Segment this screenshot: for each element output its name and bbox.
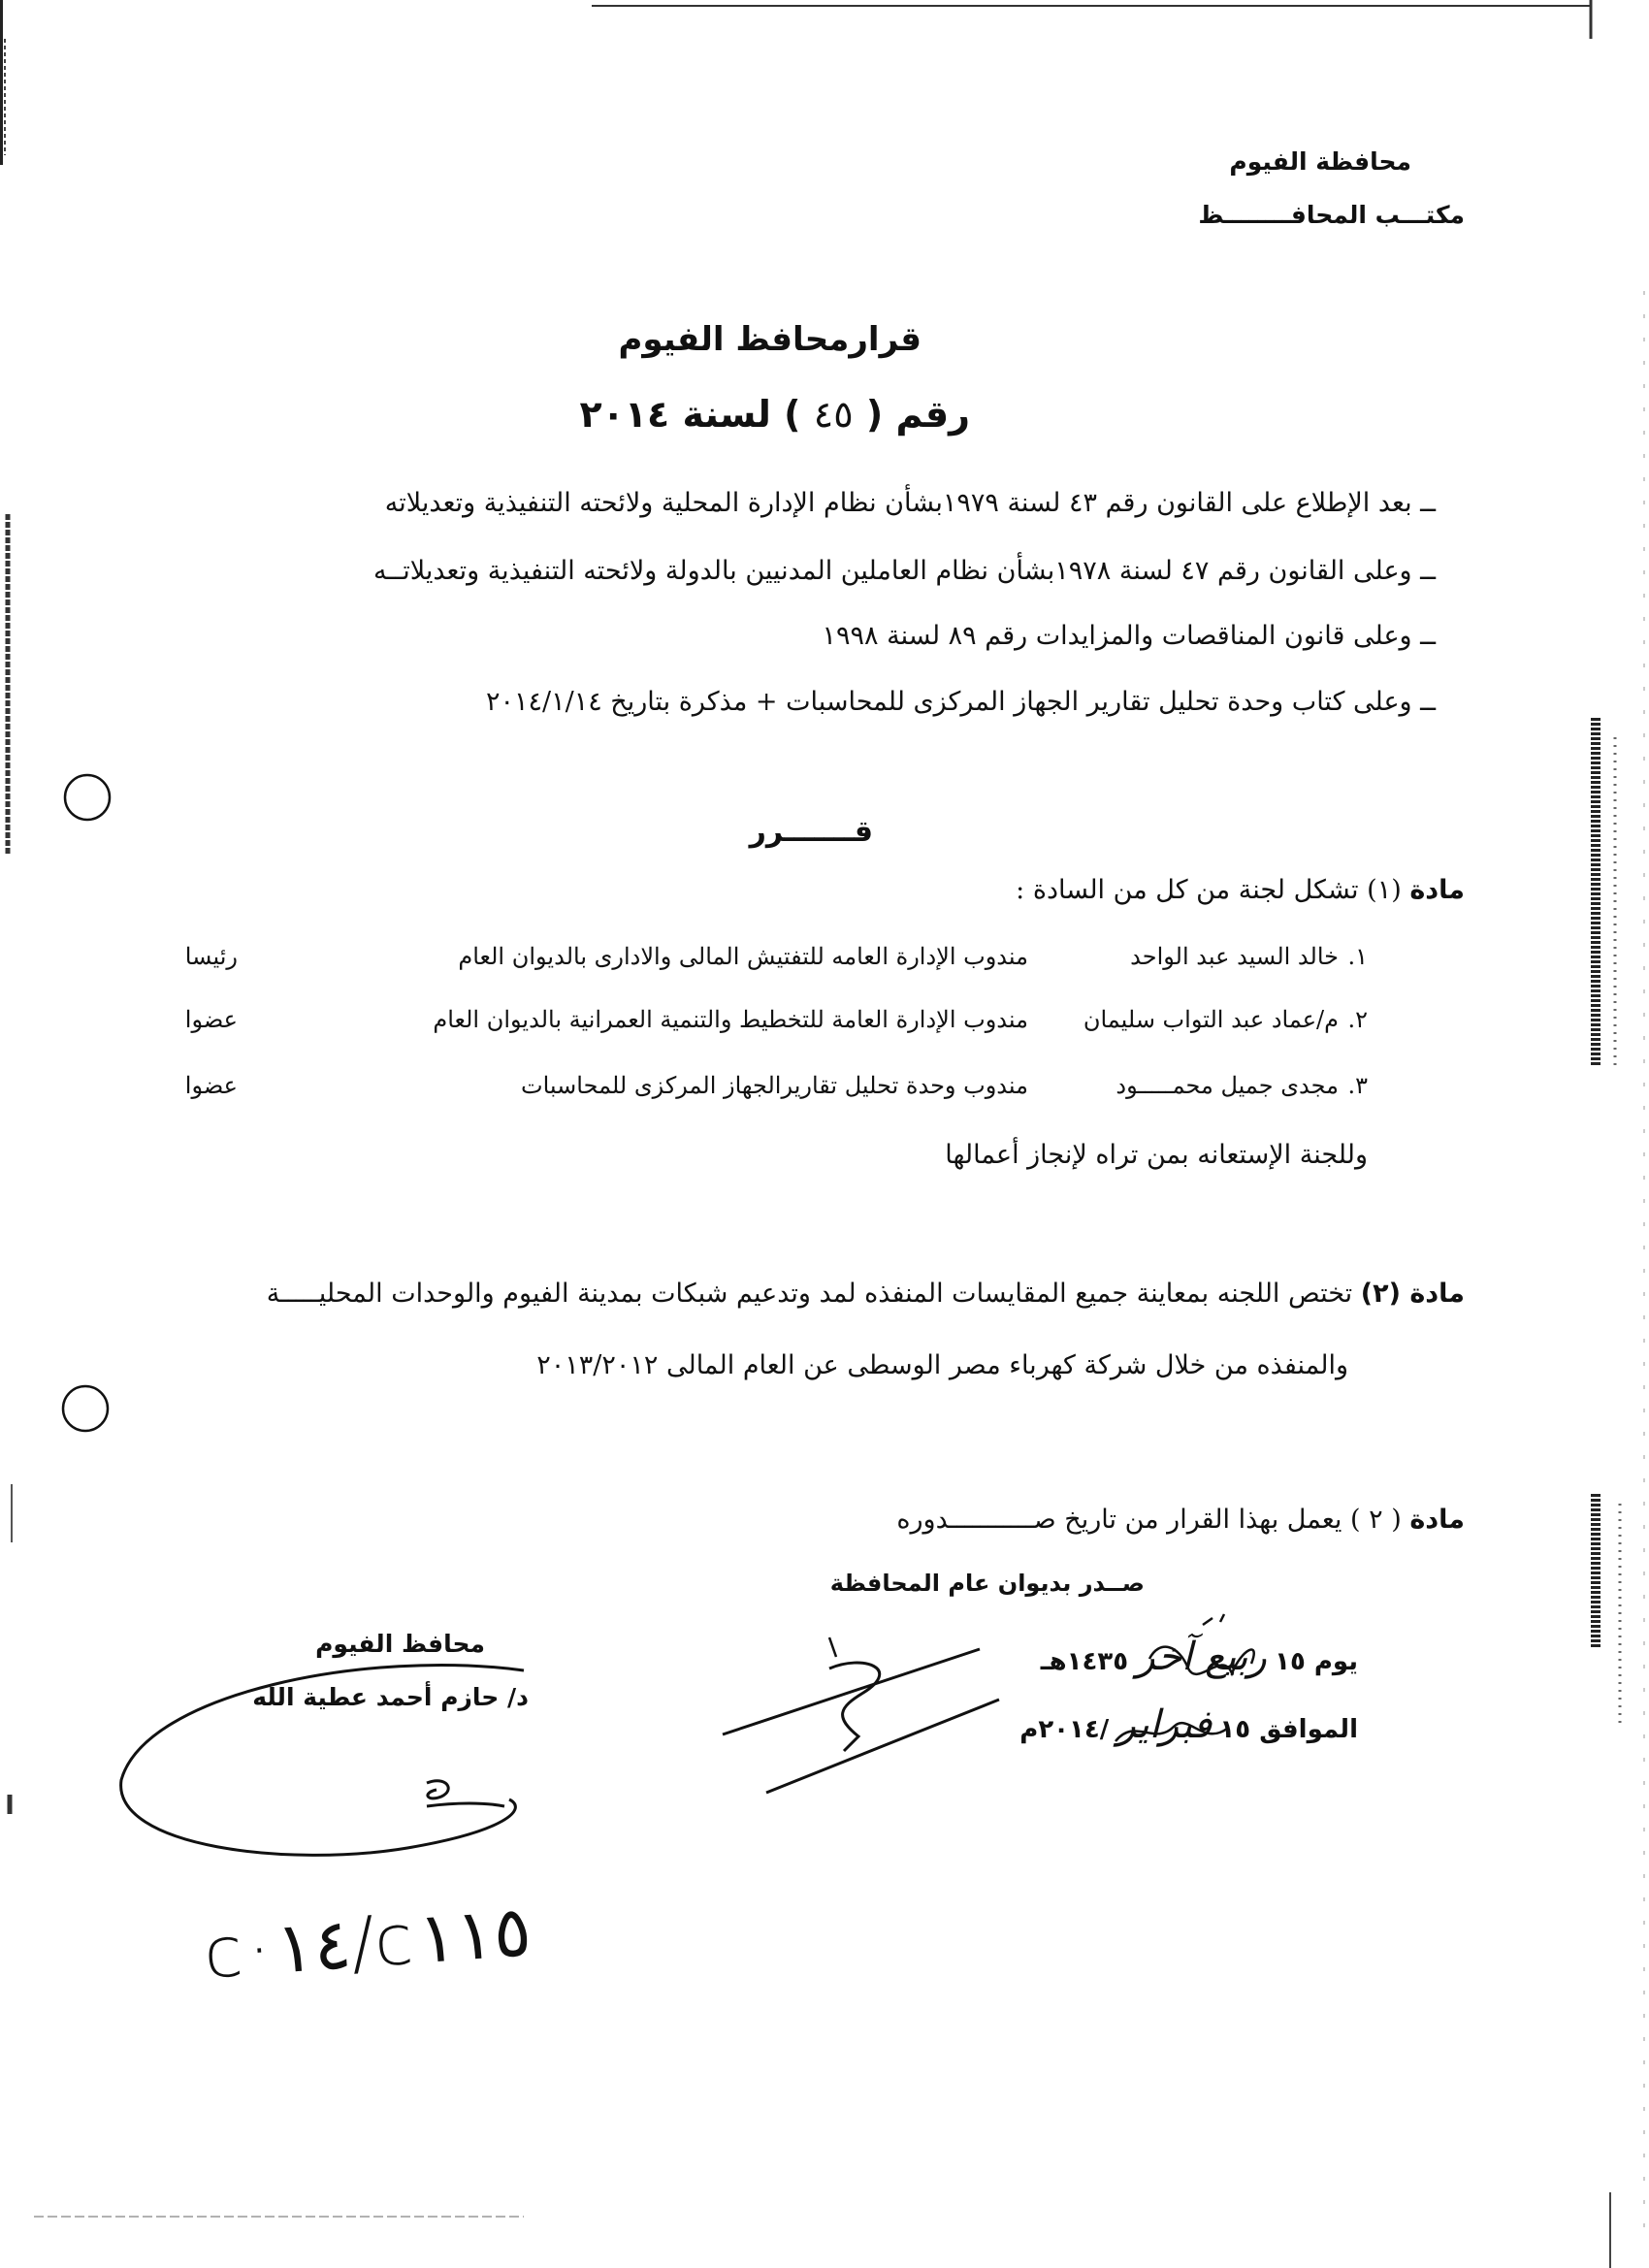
member-number: ٣. [1347,1072,1368,1099]
signatory-name: د/ حازم أحمد عطية الله [252,1683,529,1711]
greg-month-handwritten: فبراير [1116,1702,1212,1747]
preamble-line: ــ وعلى القانون رقم ٤٧ لسنة ١٩٧٨بشأن نظام العاملين المدنيين بالدولة ولائحته التنفيذية وتعديلاتــه [372,556,1436,586]
issued-at: صــدر بديوان عام المحافظة [829,1570,1145,1597]
article-1-text: تشكل لجنة من كل من السادة : [1016,875,1359,905]
member-position: عضوا [184,1072,238,1099]
decree-number-suffix: ) لسنة ٢٠١٤ [579,393,801,436]
decree-number-prefix: رقم ( [865,393,970,436]
article-1-label: مادة [1409,875,1465,905]
member-role: مندوب وحدة تحليل تقاريرالجهاز المركزى للمحاسبات [521,1072,1028,1099]
member-name: مجدى جميل محمـــــود [1116,1072,1339,1099]
greg-year: /٢٠١٤م [1019,1715,1110,1744]
office-name: مكتـــب المحافــــــــظ [1198,201,1465,229]
handwritten-margin-date: c·١٤/c١١٥ [201,1890,534,1994]
article-3-number: ( ٢ ) [1349,1505,1402,1535]
hijri-month-handwritten: ربيع آخر [1136,1635,1267,1679]
article-3-text: يعمل بهذا القرار من تاريخ صـــــــــــدوره [896,1505,1342,1535]
day-label: يوم ١٥ [1275,1647,1358,1676]
article-1-number: (١) [1367,875,1402,905]
decree-number: ٤٥ [813,393,854,436]
preamble-line: ــ بعد الإطلاع على القانون رقم ٤٣ لسنة ١٩٧٩بشأن نظام الإدارة المحلية ولائحته التنفيذية وتعديلاته [384,488,1436,518]
signatory-title: محافظ الفيوم [315,1630,485,1658]
article-2-label: مادة (٢) [1360,1279,1465,1309]
governorate-name: محافظة الفيوم [1229,147,1411,176]
member-position: رئيسا [184,943,238,970]
corresponding-label: الموافق ١٥ [1219,1715,1358,1744]
committee-note: وللجنة الإستعانه بمن تراه لإنجاز أعمالها [945,1140,1368,1170]
preamble-line: ــ وعلى قانون المناقصات والمزايدات رقم ٨٩ لسنة ١٩٩٨ [822,621,1436,651]
article-3-label: مادة [1409,1505,1465,1535]
article-2-line1: تختص اللجنه بمعاينة جميع المقايسات المنفذه لمد وتدعيم شبكات بمدينة الفيوم والوحدات المحليـــــة [266,1279,1353,1309]
decided-heading: قـــــــرر [749,815,873,849]
preamble-line: ــ وعلى كتاب وحدة تحليل تقارير الجهاز المركزى للمحاسبات + مذكرة بتاريخ ٢٠١٤/١/١٤ [486,687,1436,717]
member-name: م/عماد عبد التواب سليمان [1083,1006,1339,1033]
member-number: ١. [1347,943,1368,970]
member-role: مندوب الإدارة العامة للتخطيط والتنمية العمرانية بالديوان العام [433,1006,1028,1033]
article-2-line2: والمنفذه من خلال شركة كهرباء مصر الوسطى عن العام المالى ٢٠١٣/٢٠١٢ [536,1350,1348,1380]
member-role: مندوب الإدارة العامه للتفتيش المالى والادارى بالديوان العام [458,943,1028,970]
decree-title: قرارمحافظ الفيوم [618,320,922,359]
hijri-year: ١٤٣٥هـ [1040,1647,1129,1676]
member-name: خالد السيد عبد الواحد [1130,943,1339,970]
member-number: ٢. [1347,1006,1368,1033]
member-position: عضوا [184,1006,238,1033]
